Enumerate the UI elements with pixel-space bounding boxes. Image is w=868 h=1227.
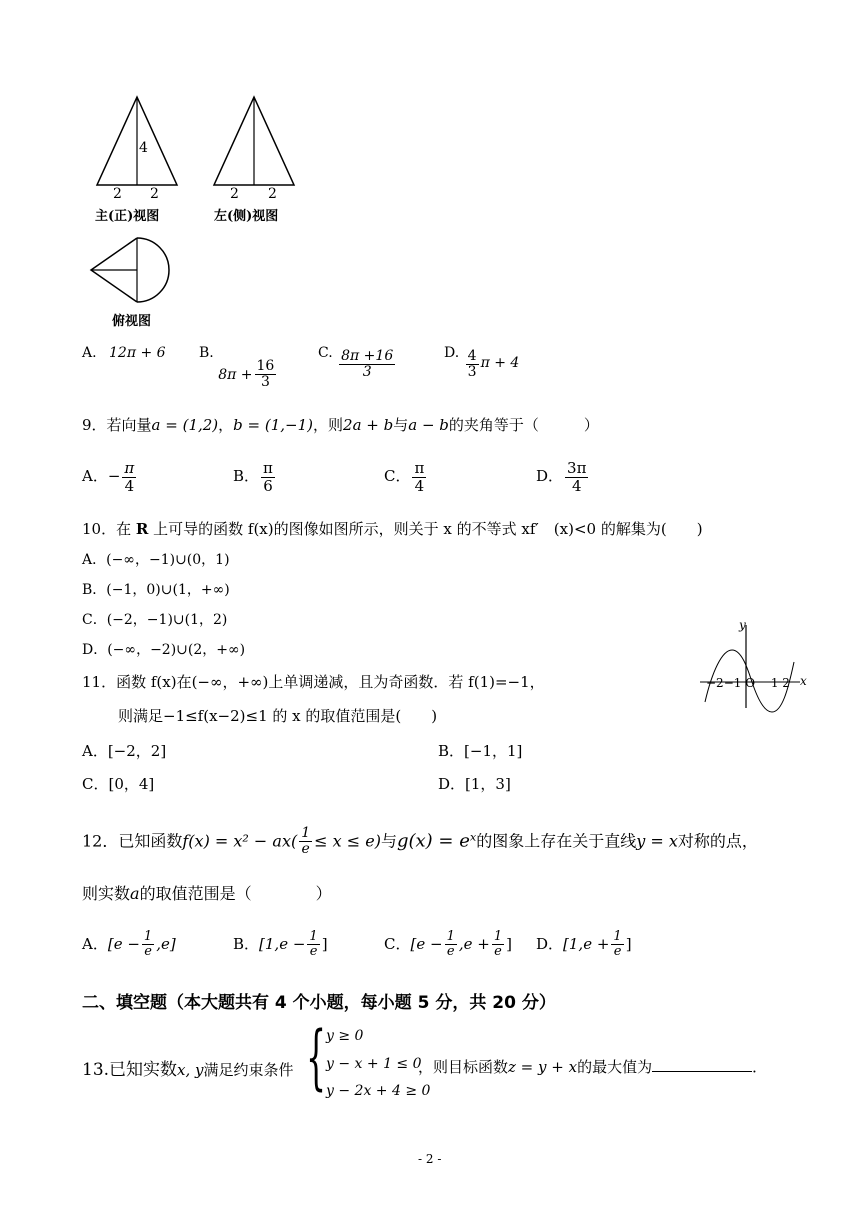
q13-brace: { [306, 1016, 327, 1098]
q9-option-c[interactable]: C． $\frac{\pi}{4}$ [384, 459, 425, 495]
front-view-base-right: 2 [150, 186, 159, 202]
q12-option-a[interactable]: A．[e − $\frac{1}{e}$ ,e] [82, 929, 176, 960]
q11-line2: 则满足−1≤f(x−2)≤1 的 x 的取值范围是( ) [118, 707, 438, 725]
q13-tail: ，则目标函数z = y + x的最大值为 ． [418, 1058, 768, 1076]
q12-option-d[interactable]: D．[1,e + $\frac{1}{e}$ ] [536, 929, 632, 960]
q10-option-a[interactable]: A．(−∞，−1)∪(0，1) [82, 552, 230, 568]
q11-option-a[interactable]: A．[−2，2] [82, 742, 167, 760]
q13-constraint-3: y − 2x + 4 ≥ 0 [326, 1083, 431, 1099]
q11-option-b[interactable]: B．[−1，1] [438, 742, 523, 760]
q9-option-b[interactable]: B． $\frac{\pi}{6}$ [233, 459, 273, 495]
q10-stem: 10．在 R 上可导的函数 f(x)的图像如图所示，则关于 x 的不等式 xf′ (x)<0 的解集为( ) [82, 520, 703, 538]
q10-y-label: y [739, 618, 746, 632]
q10-x-label: x [800, 674, 807, 688]
q12-option-b[interactable]: B．[1,e − $\frac{1}{e}$ ] [233, 929, 328, 960]
section2-title: 二、填空题（本大题共有 4 个小题，每小题 5 分，共 20 分） [82, 993, 556, 1013]
q12-option-c[interactable]: C．[e − $\frac{1}{e}$ ,e + $\frac{1}{e}$ ] [384, 929, 512, 960]
q13-stem: 13.已知实数x, y满足约束条件 [82, 1060, 294, 1080]
q13-constraint-1: y ≥ 0 [326, 1028, 364, 1044]
front-view-base-left: 2 [113, 186, 122, 202]
q9-option-d[interactable]: D． $\frac{3\pi}{4}$ [536, 459, 587, 495]
front-view-caption: 主(正)视图 [95, 209, 160, 224]
q9-stem: 9．若向量a = (1,2)，b = (1,−1)，则2a + b与a − b的夹角等于（ ） [82, 416, 599, 434]
q11-line1: 11．函数 f(x)在(−∞，+∞)上单调递减，且为奇函数．若 f(1)=−1， [82, 673, 545, 691]
q10-option-d[interactable]: D．(−∞，−2)∪(2，+∞) [82, 642, 246, 658]
top-view-caption: 俯视图 [112, 314, 152, 329]
front-view-height-label: 4 [139, 140, 148, 156]
q13-constraint-2: y − x + 1 ≤ 0 [326, 1056, 422, 1072]
q8-option-c[interactable]: C. $\frac{8\pi +16}{3}$ [318, 345, 394, 381]
q8-option-d[interactable]: D. $\frac{4}{3}$ π + 4 [444, 345, 520, 381]
q11-option-d[interactable]: D．[1，3] [438, 775, 511, 793]
q8-option-b[interactable]: B. 8π + $\frac{16}{3}$ [199, 345, 275, 391]
q12-line2: 则实数a的取值范围是（ ） [82, 884, 332, 903]
q9-option-a[interactable]: A．− $\frac{\pi}{4}$ [82, 459, 135, 495]
q8-option-a[interactable]: A. 12π + 6 [82, 345, 166, 361]
q10-option-b[interactable]: B．(−1，0)∪(1，+∞) [82, 582, 230, 598]
side-view-base-left: 2 [230, 186, 239, 202]
side-view-base-right: 2 [268, 186, 277, 202]
q12-stem: 12．已知函数f(x) = x² − ax( $\frac{1}{e}$ ≤ x ≤ e)与g(x) = eˣ的图象上存在关于直线y = x对称的点， [82, 825, 758, 858]
q13-answer-blank[interactable] [652, 1057, 752, 1072]
q10-option-c[interactable]: C．(−2，−1)∪(1，2) [82, 612, 228, 628]
page-number: - 2 - [418, 1152, 442, 1166]
side-view-caption: 左(侧)视图 [214, 209, 279, 224]
q10-tick-labels: −2−1 O 1 2 [706, 676, 790, 690]
q11-option-c[interactable]: C．[0，4] [82, 775, 155, 793]
